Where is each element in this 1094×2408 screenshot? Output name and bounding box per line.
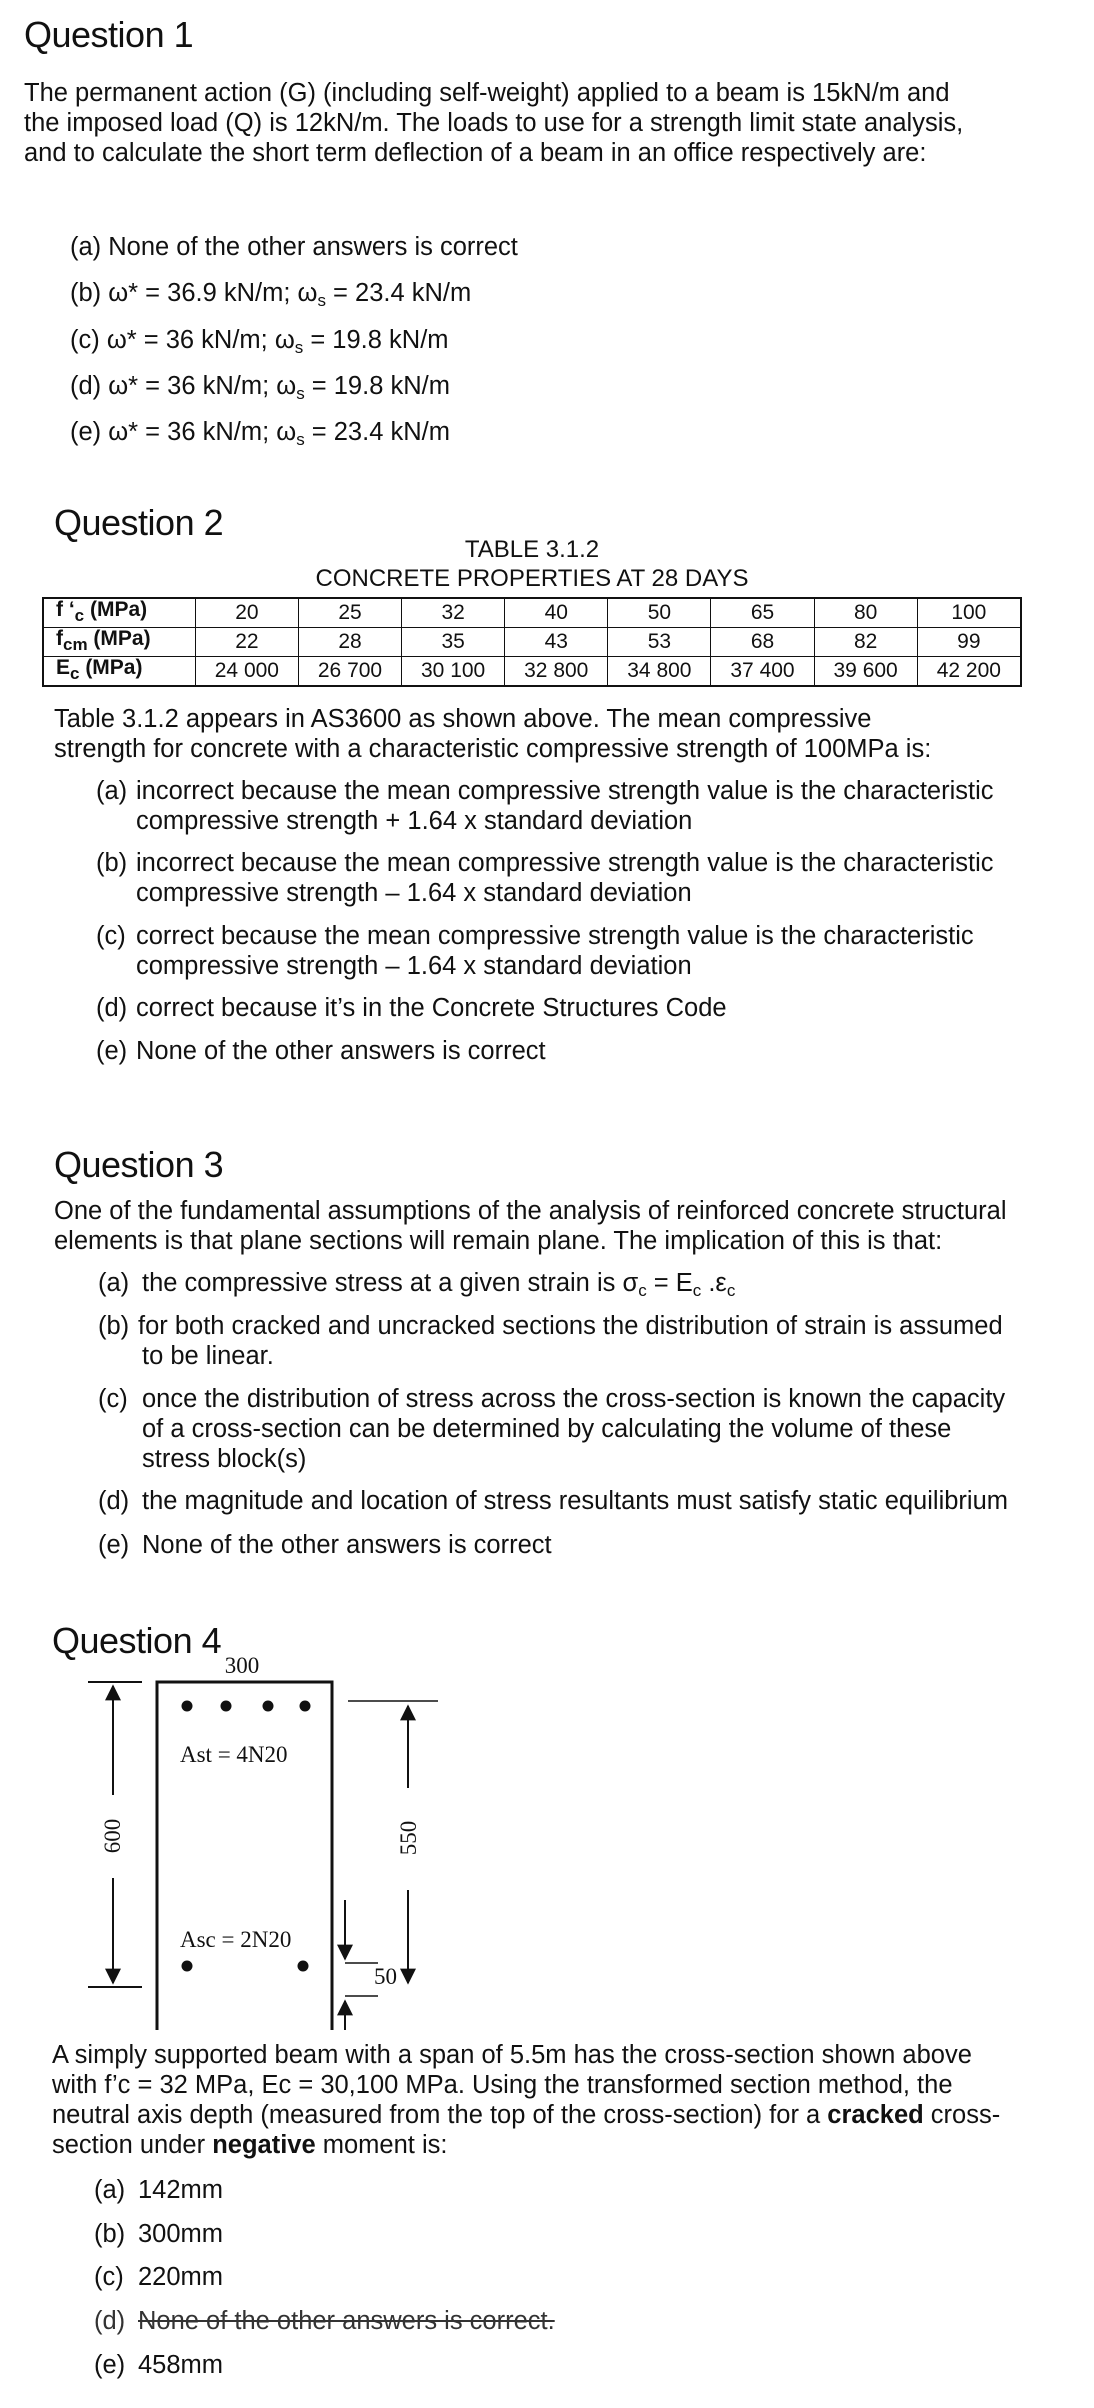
row-header: $E_c$ (MPa): [43, 657, 195, 687]
stem-line: One of the fundamental assumptions of the analysis of reinforced concrete structural: [54, 1197, 1007, 1225]
stem-line: and to calculate the short term deflection of a beam in an office respectively are:: [24, 139, 927, 167]
option-text: ω* = 36 kN/m; ω: [108, 418, 297, 446]
option-text: 458mm: [138, 2351, 224, 2379]
table-cell: 20: [195, 598, 298, 628]
subscript: c: [692, 1281, 702, 1300]
table-cell: 34 800: [608, 657, 711, 687]
subscript: s: [296, 430, 305, 449]
table-cell: 22: [195, 628, 298, 657]
option-text: the compressive stress at a given strain is σ: [142, 1269, 639, 1297]
stem-line: with f’c = 32 MPa, Ec = 30,100 MPa. Using the transformed section method, the: [52, 2071, 953, 2099]
option-label: (b): [96, 849, 128, 877]
option-label: (a): [96, 777, 128, 805]
option-label: (e): [70, 418, 102, 446]
q2-option-b[interactable]: [96, 848, 994, 908]
beam-cross-section-diagram: [0, 1640, 1094, 2030]
stem-line: elements is that plane sections will remain plane. The implication of this is that:: [54, 1227, 943, 1255]
table-title: TABLE 3.1.2: [464, 536, 600, 563]
table-cell: 80: [814, 598, 917, 628]
subscript: c: [726, 1281, 736, 1300]
option-text: None of the other answers is correct: [142, 1531, 552, 1559]
option-text: None of the other answers is correct.: [138, 2307, 555, 2335]
height-label: 600: [100, 1818, 125, 1854]
q4-option-a[interactable]: [94, 2175, 223, 2205]
question-4-title: Question 4: [52, 1620, 222, 1661]
ast-label: Ast = 4N20: [180, 1742, 288, 1767]
table-cell: 99: [917, 628, 1021, 657]
q4-option-c[interactable]: [94, 2262, 223, 2292]
option-label: (a): [94, 2176, 126, 2204]
option-label: (d): [70, 372, 102, 400]
option-text: compressive strength + 1.64 x standard deviation: [136, 807, 693, 835]
option-text: of a cross-section can be determined by calculating the volume of these: [142, 1415, 952, 1443]
question-2-stem: [54, 704, 931, 764]
option-text: the magnitude and location of stress resultants must satisfy static equilibrium: [142, 1487, 1008, 1515]
option-label: (d): [98, 1487, 130, 1515]
table-cell: 37 400: [711, 657, 814, 687]
option-text: = 23.4 kN/m: [304, 418, 450, 446]
subscript: s: [294, 338, 304, 357]
subscript: s: [317, 291, 326, 310]
rebar-dot: [300, 1701, 311, 1712]
table-cell: 43: [505, 628, 608, 657]
q1-option-a[interactable]: [70, 232, 518, 262]
option-text: stress block(s): [142, 1445, 307, 1473]
rebar-dot: [182, 1701, 193, 1712]
rebar-dot: [263, 1701, 274, 1712]
table-cell: 24 000: [195, 657, 298, 687]
q3-option-d[interactable]: [98, 1486, 1008, 1516]
question-4-stem: [52, 2040, 1000, 2160]
q4-option-d[interactable]: [94, 2306, 555, 2336]
stem-line: Table 3.1.2 appears in AS3600 as shown above. The mean compressive: [54, 705, 872, 733]
option-text: = E: [646, 1269, 693, 1297]
question-2-title: Question 2: [54, 502, 224, 543]
option-label: (d): [94, 2307, 126, 2335]
stem-line: strength for concrete with a characteristic compressive strength of 100MPa is:: [54, 735, 932, 763]
table-subtitle: CONCRETE PROPERTIES AT 28 DAYS: [315, 565, 749, 592]
q2-option-c[interactable]: [96, 921, 974, 981]
option-text: ω* = 36 kN/m; ω: [108, 372, 297, 400]
option-label: (b): [94, 2220, 126, 2248]
option-text: None of the other answers is correct: [108, 233, 518, 261]
option-text: incorrect because the mean compressive strength value is the characteristic: [136, 849, 994, 877]
option-text: for both cracked and uncracked sections the distribution of strain is assumed: [138, 1312, 1003, 1340]
stem-line: section under negative moment is:: [52, 2131, 448, 2159]
q2-option-d[interactable]: [96, 993, 727, 1023]
q3-option-b[interactable]: [98, 1311, 1003, 1371]
table-cell: 40: [505, 598, 608, 628]
option-text: = 19.8 kN/m: [303, 326, 449, 354]
option-label: (c): [70, 326, 100, 354]
table-cell: 25: [298, 598, 401, 628]
option-label: (e): [96, 1037, 128, 1065]
table-cell: 50: [608, 598, 711, 628]
table-cell: 26 700: [298, 657, 401, 687]
width-label: 300: [224, 1653, 260, 1678]
table-row: [43, 628, 1021, 657]
option-text: incorrect because the mean compressive strength value is the characteristic: [136, 777, 994, 805]
concrete-properties-table: [42, 597, 1022, 687]
option-label: (c): [98, 1385, 128, 1413]
rebar-dot: [182, 1961, 193, 1972]
table-cell: 39 600: [814, 657, 917, 687]
q2-option-a[interactable]: [96, 776, 994, 836]
q2-option-e[interactable]: [96, 1036, 546, 1066]
depth-label: 550: [396, 1820, 421, 1856]
table-cell: 68: [711, 628, 814, 657]
option-text: compressive strength – 1.64 x standard deviation: [136, 879, 692, 907]
q1-option-b[interactable]: [70, 278, 471, 316]
option-text: correct because it’s in the Concrete Structures Code: [136, 994, 727, 1022]
option-text: 220mm: [138, 2263, 224, 2291]
option-text: None of the other answers is correct: [136, 1037, 546, 1065]
row-header: f ‘$_c$ (MPa): [43, 598, 195, 628]
option-label: (b): [70, 279, 102, 307]
option-label: (c): [96, 922, 126, 950]
table-cell: 32 800: [505, 657, 608, 687]
q1-option-d[interactable]: [70, 371, 450, 409]
q4-option-b[interactable]: [94, 2219, 223, 2249]
option-text: .ε: [701, 1269, 727, 1297]
question-1-stem: [24, 78, 1064, 168]
row-header: $f_{cm}$ (MPa): [43, 628, 195, 657]
table-cell: 100: [917, 598, 1021, 628]
stem-line: The permanent action (G) (including self-weight) applied to a beam is 15kN/m and: [24, 79, 950, 107]
option-text: ω* = 36 kN/m; ω: [106, 326, 295, 354]
option-text: ω* = 36.9 kN/m; ω: [108, 279, 318, 307]
question-3-title: Question 3: [54, 1144, 224, 1185]
question-1-title: Question 1: [24, 14, 194, 55]
option-label: (a): [98, 1269, 130, 1297]
table-cell: 28: [298, 628, 401, 657]
rebar-dot: [298, 1961, 309, 1972]
option-text: = 19.8 kN/m: [304, 372, 450, 400]
question-3-stem: [54, 1196, 1007, 1256]
option-text: 300mm: [138, 2220, 224, 2248]
q3-option-c[interactable]: [98, 1384, 1005, 1474]
option-label: (d): [96, 994, 128, 1022]
q3-option-e[interactable]: [98, 1530, 552, 1560]
q1-option-c[interactable]: [70, 325, 449, 363]
stem-line: A simply supported beam with a span of 5.5m has the cross-section shown above: [52, 2041, 972, 2069]
option-text: compressive strength – 1.64 x standard deviation: [136, 952, 692, 980]
table-cell: 30 100: [402, 657, 505, 687]
table-row: [43, 657, 1021, 687]
q4-option-e[interactable]: [94, 2350, 223, 2380]
q1-option-e[interactable]: [70, 417, 450, 455]
table-cell: 35: [402, 628, 505, 657]
option-text: to be linear.: [142, 1342, 274, 1370]
table-cell: 53: [608, 628, 711, 657]
table-cell: 82: [814, 628, 917, 657]
table-cell: 65: [711, 598, 814, 628]
option-text: once the distribution of stress across the cross-section is known the capacity: [142, 1385, 1006, 1413]
cover-label: 50: [374, 1964, 397, 1989]
option-label: (b): [98, 1312, 130, 1340]
option-label: (c): [94, 2263, 124, 2291]
table-row: [43, 598, 1021, 628]
option-label: (a): [70, 233, 102, 261]
subscript: c: [638, 1281, 647, 1300]
option-label: (e): [94, 2351, 126, 2379]
stem-line: the imposed load (Q) is 12kN/m. The loads to use for a strength limit state analysis,: [24, 109, 964, 137]
asc-label: Asc = 2N20: [180, 1927, 292, 1952]
subscript: s: [296, 384, 305, 403]
option-text: correct because the mean compressive strength value is the characteristic: [136, 922, 974, 950]
stem-line: neutral axis depth (measured from the top of the cross-section) for a cracked cross-: [52, 2101, 1001, 2129]
table-cell: 32: [402, 598, 505, 628]
beam-outline: [157, 1682, 332, 2030]
option-text: 142mm: [138, 2176, 224, 2204]
rebar-dot: [221, 1701, 232, 1712]
option-text: = 23.4 kN/m: [325, 279, 472, 307]
option-label: (e): [98, 1531, 130, 1559]
q3-option-a[interactable]: [98, 1268, 735, 1306]
table-cell: 42 200: [917, 657, 1021, 687]
